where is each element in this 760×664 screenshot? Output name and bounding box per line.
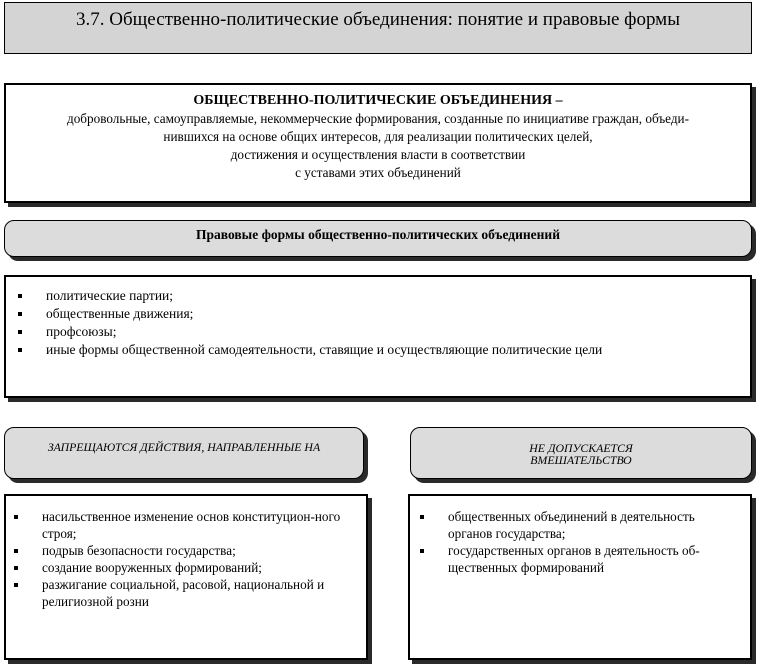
definition-line: достижения и осуществления власти в соответствии	[230, 147, 526, 162]
definition-line: с уставами этих объединений	[295, 165, 461, 180]
list-item: иные формы общественной самодеятельности, ставящие и осуществляющие политические цели	[16, 341, 750, 359]
noninterference-box	[408, 494, 752, 660]
list-item: политические партии;	[16, 287, 750, 305]
list-item: насильственное изменение основ конституцион-ного строя;	[12, 508, 356, 542]
prohibited-actions-header	[4, 427, 364, 479]
page-title: 3.7. Общественно-политические объединения: понятие и правовые формы	[76, 9, 680, 30]
list-item: подрыв безопасности государства;	[12, 542, 356, 559]
list-item: общественных объединений в деятельность органов государства;	[418, 508, 740, 542]
list-item: разжигание социальной, расовой, национальной и религиозной розни	[12, 576, 356, 610]
page-title-box	[4, 2, 752, 54]
legal-forms-box	[4, 275, 752, 398]
noninterference-header-line: ВМЕШАТЕЛЬСТВО	[530, 453, 632, 467]
prohibited-actions-box	[4, 494, 368, 660]
list-item: профсоюзы;	[16, 323, 750, 341]
definition-line: нившихся на основе общих интересов, для реализации политических целей,	[163, 129, 593, 144]
definition-term: ОБЩЕСТВЕННО-ПОЛИТИЧЕСКИЕ ОБЪЕДИНЕНИЯ –	[193, 93, 563, 108]
prohibited-actions-header-text: ЗАПРЕЩАЮТСЯ ДЕЙСТВИЯ, НАПРАВЛЕННЫЕ НА	[47, 440, 321, 454]
list-item: государственных органов в деятельность об-щественных формирований	[418, 542, 740, 576]
prohibited-actions-list	[12, 508, 356, 610]
legal-forms-list	[16, 287, 750, 359]
noninterference-header-line: НЕ ДОПУСКАЕТСЯ	[529, 441, 633, 455]
noninterference-header	[410, 427, 752, 479]
noninterference-list	[418, 508, 740, 576]
list-item: создание вооруженных формирований;	[12, 559, 356, 576]
definition-line: добровольные, самоуправляемые, некоммерческие формирования, созданные по инициативе граждан, объеди-	[67, 111, 689, 126]
legal-forms-header-text: Правовые формы общественно-политических объединений	[196, 227, 560, 242]
list-item: общественные движения;	[16, 305, 750, 323]
legal-forms-header	[4, 220, 752, 257]
definition-box	[4, 83, 752, 203]
